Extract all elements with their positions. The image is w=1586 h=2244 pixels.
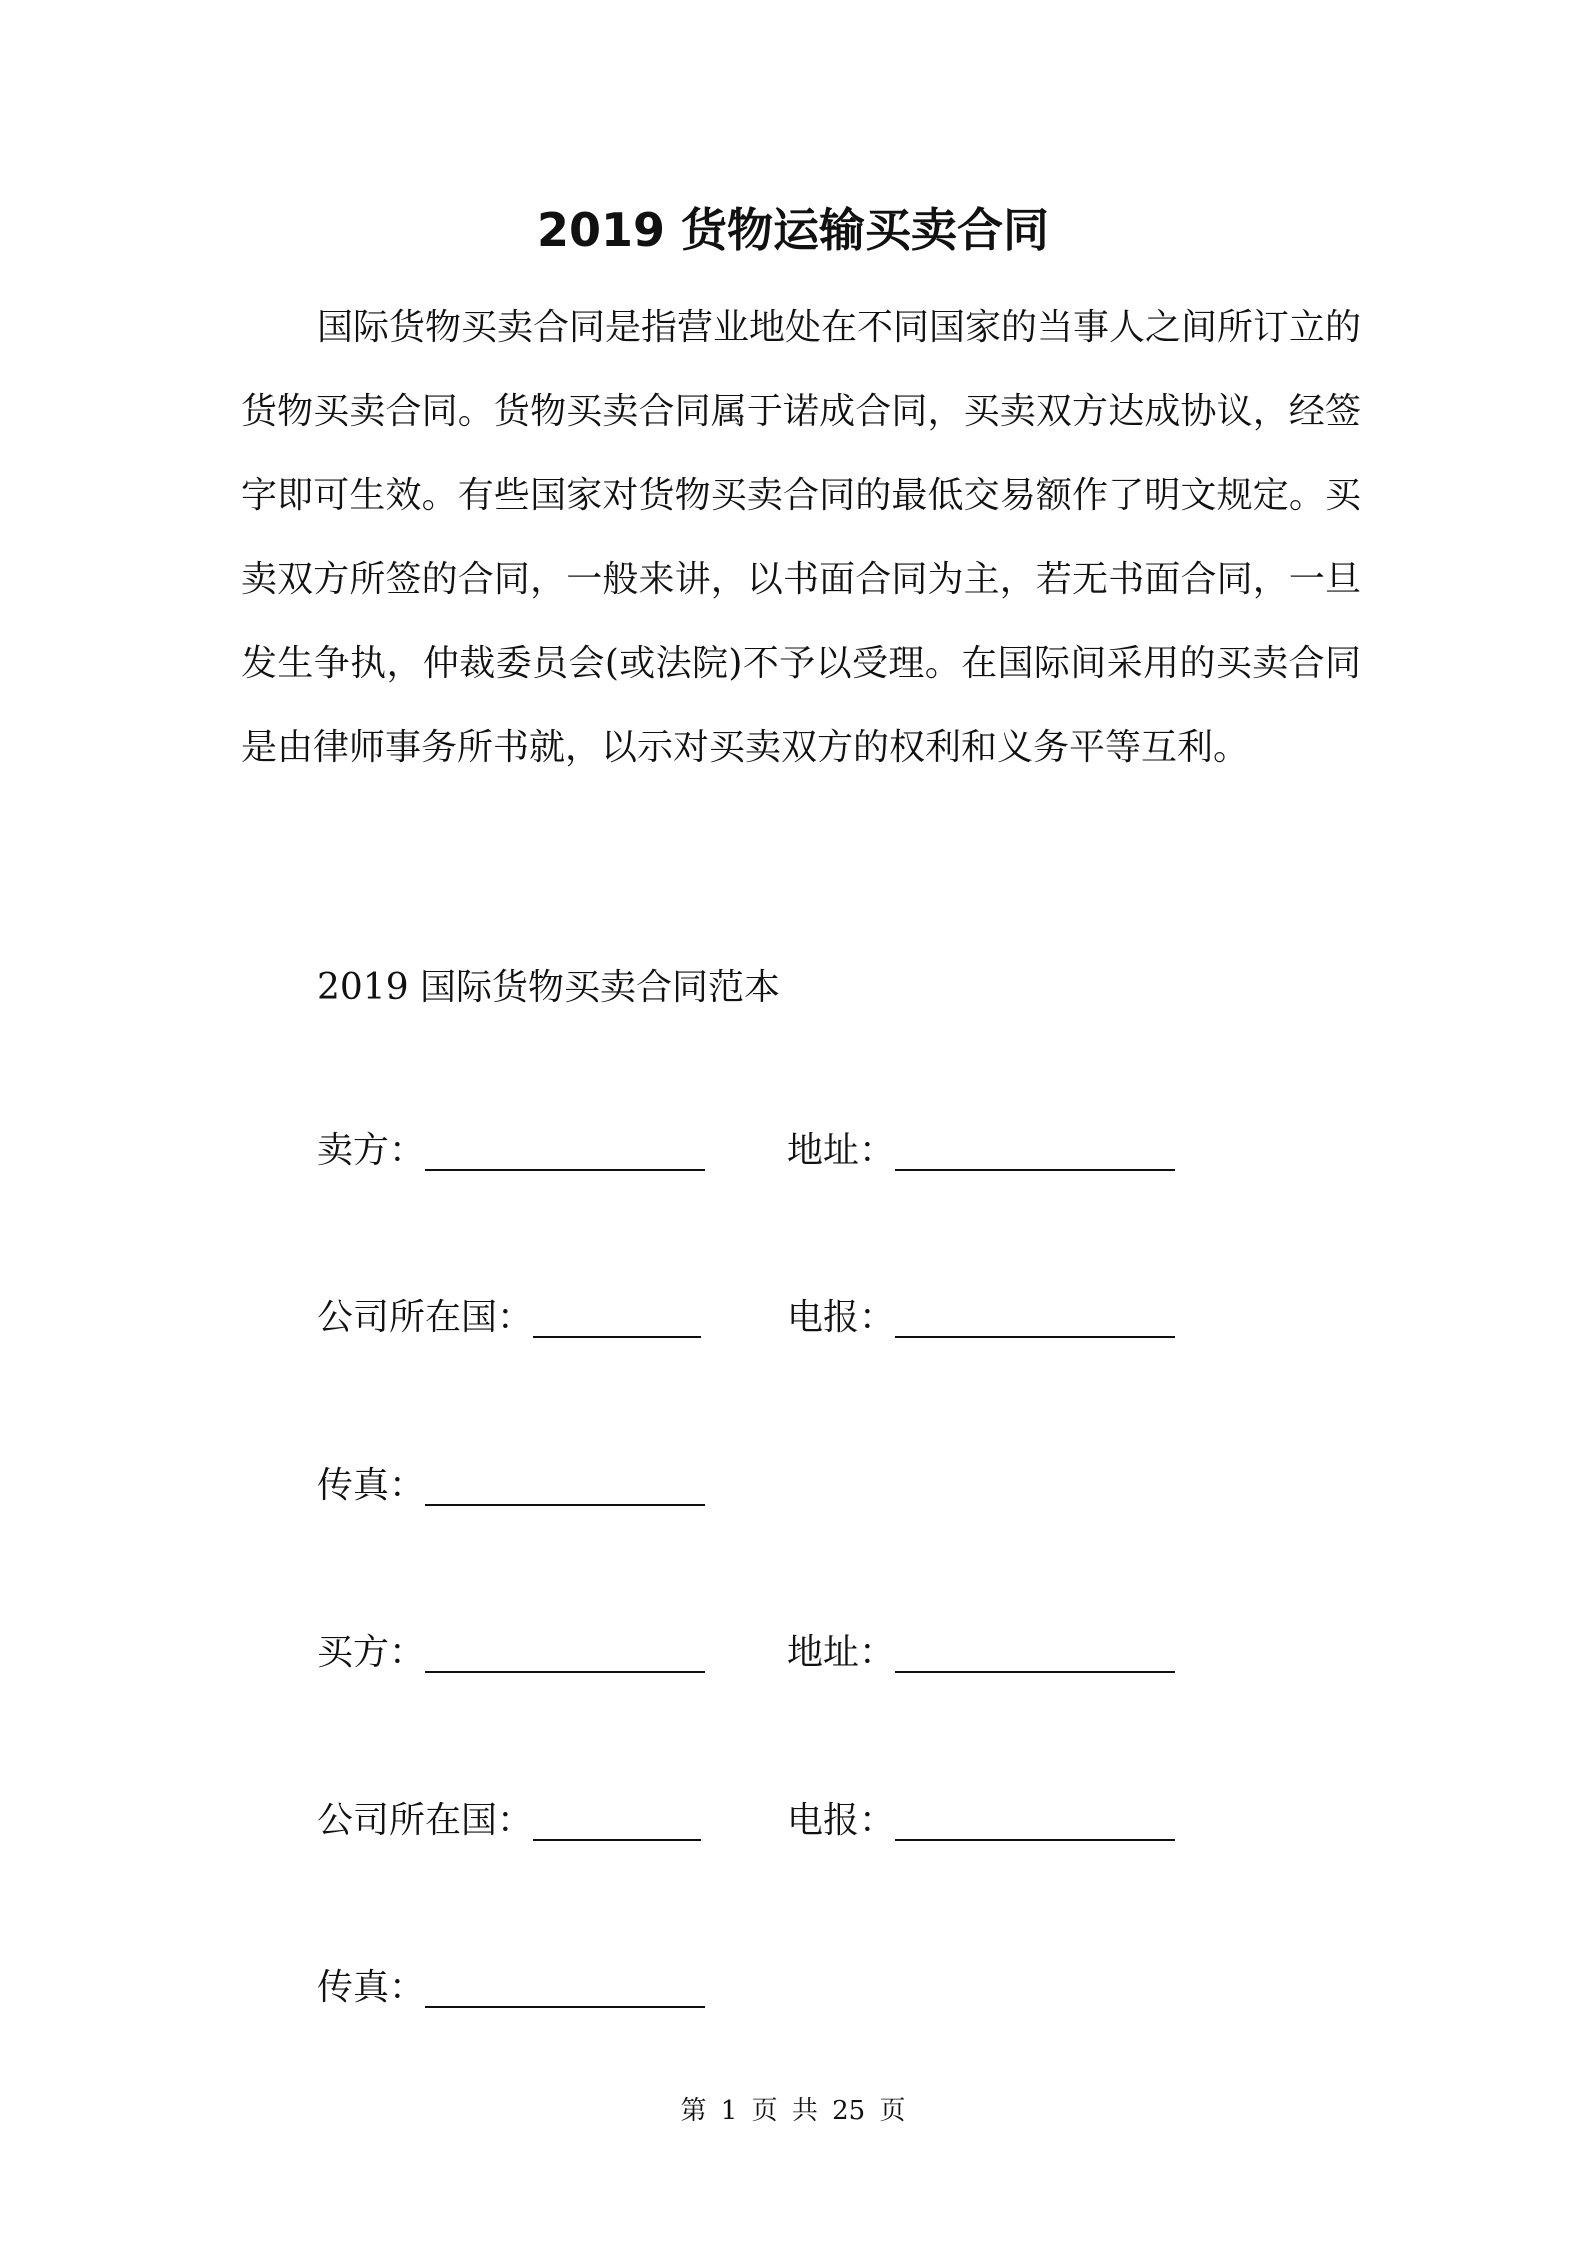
seller-country-blank[interactable]: [533, 1292, 701, 1338]
seller-address-blank[interactable]: [895, 1125, 1175, 1171]
seller-address-field: [787, 1123, 1175, 1179]
buyer-fax-blank[interactable]: [425, 1962, 705, 2008]
seller-fax-blank[interactable]: [425, 1460, 705, 1506]
seller-fax-label: 传真：: [317, 1465, 426, 1506]
buyer-telegraph-label: 电报：: [787, 1800, 896, 1841]
buyer-telegraph-field: [787, 1793, 1175, 1849]
buyer-field: [317, 1625, 705, 1681]
buyer-address-label: 地址：: [787, 1632, 896, 1673]
seller-country-field: [317, 1290, 701, 1346]
intro-paragraph: 国际货物买卖合同是指营业地处在不同国家的当事人之间所订立的货物买卖合同。货物买卖合同属于诺成合同，买卖双方达成协议，经签字即可生效。有些国家对货物买卖合同的最低交易额作了明文规定。买卖双方所签的合同，一般来讲，以书面合同为主，若无书面合同，一旦发生争执，仲裁委员会(或法院)不予以受理。在国际间采用的买卖合同是由律师事务所书就，以示对买卖双方的权利和义务平等互利。: [241, 307, 1362, 768]
contract-subtitle: 2019 国际货物买卖合同范本: [317, 967, 781, 1008]
seller-telegraph-field: [787, 1290, 1175, 1346]
buyer-country-field: [317, 1793, 701, 1849]
seller-blank[interactable]: [425, 1125, 705, 1171]
buyer-fax-label: 传真：: [317, 1967, 426, 2008]
seller-label: 卖方：: [317, 1130, 426, 1171]
document-title: 2019 货物运输买卖合同: [536, 203, 1050, 257]
buyer-telegraph-blank[interactable]: [895, 1795, 1175, 1841]
seller-address-label: 地址：: [787, 1130, 896, 1171]
buyer-address-field: [787, 1625, 1175, 1681]
buyer-country-label: 公司所在国：: [317, 1800, 534, 1841]
seller-telegraph-blank[interactable]: [895, 1292, 1175, 1338]
buyer-address-blank[interactable]: [895, 1627, 1175, 1673]
buyer-fax-field: [317, 1960, 705, 2016]
seller-fax-field: [317, 1458, 705, 1514]
seller-country-label: 公司所在国：: [317, 1297, 534, 1338]
page-footer: 第 1 页 共 25 页: [680, 2096, 906, 2126]
buyer-label: 买方：: [317, 1632, 426, 1673]
seller-field: [317, 1123, 705, 1179]
buyer-country-blank[interactable]: [533, 1795, 701, 1841]
buyer-blank[interactable]: [425, 1627, 705, 1673]
seller-telegraph-label: 电报：: [787, 1297, 896, 1338]
